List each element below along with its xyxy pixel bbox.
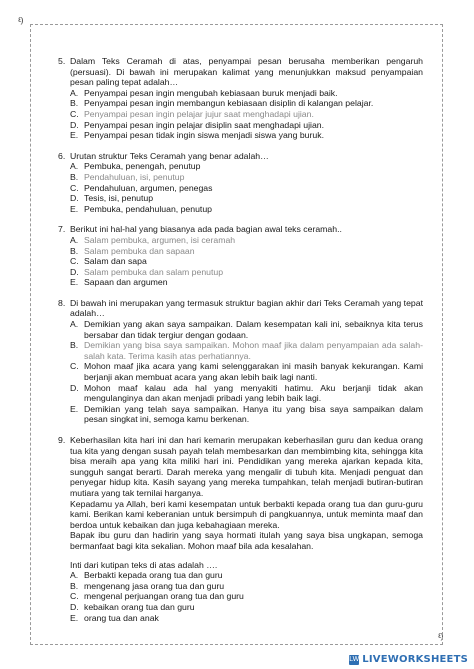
option-text: Demikian yang akan saya sampaikan. Dalam kesempatan kali ini, sebaiknya kita terus bersabar dan tidak tergiur dengan godaan. <box>84 319 423 340</box>
option-d[interactable] <box>70 267 423 278</box>
option-b[interactable] <box>70 340 423 361</box>
option-text: Salam pembuka dan salam penutup <box>84 266 224 277</box>
option-text: Pendahuluan, isi, penutup <box>84 171 185 182</box>
option-letter: B. <box>70 340 79 351</box>
option-b[interactable] <box>70 246 423 257</box>
option-list <box>70 235 423 288</box>
option-letter: D. <box>70 119 79 130</box>
question-7 <box>58 224 423 288</box>
option-letter: C. <box>70 182 79 193</box>
option-letter: A. <box>70 319 79 330</box>
option-text: Berbakti kepada orang tua dan guru <box>84 570 223 581</box>
question-number: 9. <box>58 435 66 445</box>
question-number: 6. <box>58 150 66 161</box>
option-text: Penyampai pesan tidak ingin siswa menjadi siswa yang buruk. <box>84 130 325 141</box>
option-text: Sapaan dan argumen <box>84 277 168 288</box>
option-text: Salam pembuka, argumen, isi ceramah <box>84 234 236 245</box>
option-c[interactable] <box>70 256 423 267</box>
option-letter: D. <box>70 266 79 277</box>
option-c[interactable] <box>70 361 423 382</box>
question-5 <box>58 56 423 141</box>
option-letter: A. <box>70 87 79 98</box>
question-6 <box>58 151 423 215</box>
option-letter: C. <box>70 361 79 372</box>
option-text: orang tua dan anak <box>84 612 159 623</box>
liveworksheets-logo[interactable] <box>349 654 468 665</box>
option-c[interactable] <box>70 109 423 120</box>
option-text: Penyampai pesan ingin pelajar disiplin saat menghadapi ujian. <box>84 119 325 130</box>
passage-paragraph: Keberhasilan kita hari ini dan hari kemarin merupakan keberhasilan guru dan kedua orang tua kita yang dengan susah payah telah membesarkan dan membimbing kita, sehingga kita bisa meraih apa yang kita miliki hari ini. Pendidikan yang mereka ajarkan kepada kita, sungguh sangat berarti. Darah mereka yang mengalir di tubuh kita. Menjadi penguat dan penyegar hidup kita. Kasih sayang yang mereka tumpahkan, telah menjadi butiran-butiran mutiara yang tak ternilai harganya. <box>70 435 423 498</box>
option-letter: B. <box>70 580 79 591</box>
question-prompt: Inti dari kutipan teks di atas adalah …. <box>70 559 218 570</box>
option-e[interactable] <box>70 277 423 288</box>
passage-paragraph: Bapak ibu guru dan hadirin yang saya hormati itulah yang saya bisa ungkapan, semoga bermanfaat bagi kita sekalian. Mohon maaf bila ada kesalahan. <box>70 530 423 551</box>
option-d[interactable] <box>70 602 423 613</box>
option-e[interactable] <box>70 613 423 624</box>
option-text: Pembuka, penengah, penutup <box>84 161 201 172</box>
option-letter: E. <box>70 130 79 141</box>
corner-mark-top-left: ᦏ <box>18 14 24 25</box>
option-d[interactable] <box>70 193 423 204</box>
option-text: Salam dan sapa <box>84 256 147 267</box>
option-letter: B. <box>70 171 79 182</box>
question-text: Urutan struktur Teks Ceramah yang benar adalah… <box>70 150 269 161</box>
option-text: mengenang jasa orang tua dan guru <box>84 580 225 591</box>
option-a[interactable] <box>70 88 423 99</box>
option-d[interactable] <box>70 383 423 404</box>
option-letter: C. <box>70 256 79 267</box>
option-b[interactable] <box>70 98 423 109</box>
option-text: Pembuka, pendahuluan, penutup <box>84 203 213 214</box>
option-text: Mohon maaf jika acara yang kami selenggarakan ini masih banyak kekurangan. Kami berjanji akan membuat acara yang akan lebih baik lagi nanti. <box>84 361 423 383</box>
option-e[interactable] <box>70 204 423 215</box>
option-d[interactable] <box>70 120 423 131</box>
question-text: Dalam Teks Ceramah di atas, penyampai pesan berusaha memberikan pengaruh (persuasi). Di bawah ini merupakan kalimat yang menunjukkan maksud penyampaian pesan paling tepat adalah… <box>70 56 423 88</box>
option-list <box>70 161 423 214</box>
option-text: Tesis, isi, penutup <box>84 193 154 204</box>
option-e[interactable] <box>70 130 423 141</box>
option-text: Demikian yang bisa saya sampaikan. Mohon maaf jika dalam penyampaian ada salah-salah kata. Terima kasih atas perhatiannya. <box>84 340 423 361</box>
option-text: Penyampai pesan ingin pelajar jujur saat menghadapi ujian. <box>84 108 314 119</box>
liveworksheets-logo-icon: LW <box>349 655 360 663</box>
option-letter: B. <box>70 98 79 109</box>
option-letter: D. <box>70 193 79 204</box>
corner-mark-bottom-right: ᦏ <box>438 630 444 641</box>
option-text: Demikian yang telah saya sampaikan. Hanya itu yang bisa saya sampaikan dalam pesan singkat ini, semoga kamu berkenan. <box>84 403 423 425</box>
option-b[interactable] <box>70 581 423 592</box>
option-text: Mohon maaf kalau ada hal yang menyakiti hatimu. Aku berjanji tidak akan mengulanginya dan akan menjadi pribadi yang lebih baik lagi. <box>84 382 423 404</box>
option-letter: E. <box>70 203 79 214</box>
option-letter: B. <box>70 245 79 256</box>
option-letter: C. <box>70 108 79 119</box>
option-e[interactable] <box>70 404 423 425</box>
option-letter: D. <box>70 601 79 612</box>
option-letter: D. <box>70 382 79 393</box>
option-text: Penyampai pesan ingin membangun kebiasaan disiplin di kalangan pelajar. <box>84 98 374 109</box>
question-number: 7. <box>58 224 66 235</box>
question-number: 5. <box>58 56 66 66</box>
option-c[interactable] <box>70 591 423 602</box>
option-letter: A. <box>70 570 79 581</box>
option-a[interactable] <box>70 161 423 172</box>
option-letter: E. <box>70 277 79 288</box>
option-letter: E. <box>70 403 79 414</box>
question-9 <box>58 435 423 623</box>
liveworksheets-logo-text: LIVEWORKSHEETS <box>362 654 468 665</box>
question-text: Berikut ini hal-hal yang biasanya ada pada bagian awal teks ceramah.. <box>70 224 342 235</box>
option-letter: C. <box>70 591 79 602</box>
option-b[interactable] <box>70 172 423 183</box>
question-text: Di bawah ini merupakan yang termasuk struktur bagian akhir dari Teks Ceramah yang tepat adalah… <box>70 297 423 319</box>
option-text: kebaikan orang tua dan guru <box>84 601 195 612</box>
option-text: mengenal perjuangan orang tua dan guru <box>84 591 244 602</box>
option-a[interactable] <box>70 319 423 340</box>
option-letter: A. <box>70 234 79 245</box>
option-list <box>70 88 423 141</box>
option-a[interactable] <box>70 235 423 246</box>
option-text: Salam pembuka dan sapaan <box>84 245 195 256</box>
worksheet-content <box>58 56 423 633</box>
option-letter: E. <box>70 612 79 623</box>
option-list <box>70 319 423 425</box>
option-list <box>70 570 423 623</box>
question-8 <box>58 298 423 425</box>
option-text: Pendahuluan, argumen, penegas <box>84 182 213 193</box>
passage-paragraph: Kepadamu ya Allah, beri kami kesempatan untuk berbakti kepada orang tua dan guru-guru kami. Berikan kami keberanian untuk bersimpuh di pangkuannya, untuk meminta maaf dan berdoa untuk kebaikan dan juga kebahagiaan mereka. <box>70 498 423 530</box>
option-letter: A. <box>70 161 79 172</box>
question-number: 8. <box>58 297 66 308</box>
option-a[interactable] <box>70 570 423 581</box>
option-c[interactable] <box>70 183 423 194</box>
option-text: Penyampai pesan ingin mengubah kebiasaan buruk menjadi baik. <box>84 87 338 98</box>
